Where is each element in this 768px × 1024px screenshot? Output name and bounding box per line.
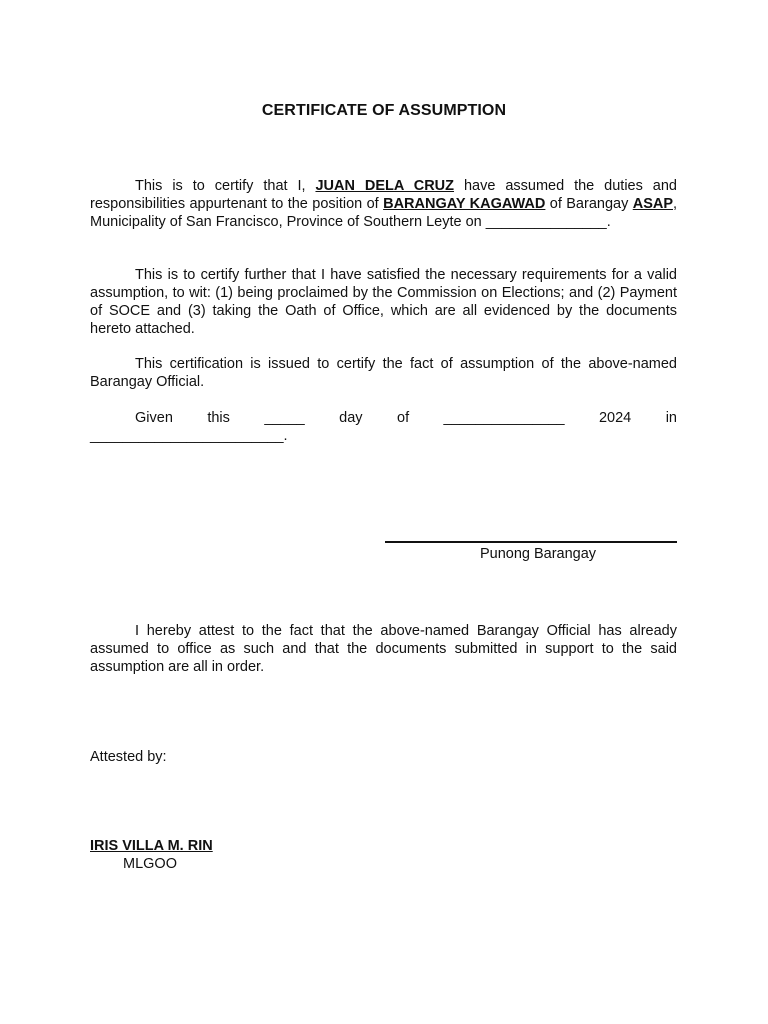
paragraph-issuance (90, 355, 677, 391)
document-title: CERTIFICATE OF ASSUMPTION (261, 102, 507, 119)
assumer-name: JUAN DELA CRUZ (315, 178, 455, 194)
attesting-official-title: MLGOO (123, 856, 177, 872)
paragraph-attestation (90, 622, 677, 676)
given-word: Given (135, 410, 173, 426)
paragraph-certification (90, 177, 677, 231)
attested-by-label: Attested by: (90, 749, 167, 765)
intro-text: This is to certify that I, (135, 178, 306, 194)
given-clause (90, 409, 677, 445)
signatory-caption: Punong Barangay (479, 546, 597, 562)
month-blank: _______________ (443, 410, 565, 426)
attesting-official-name: IRIS VILLA M. RIN (90, 838, 213, 854)
duties-text: have assumed the duties and responsibilities appurtenant to the position of (90, 178, 677, 212)
attestation-text: I hereby attest to the fact that the above-named Barangay Official has already assumed to office as such and that the documents submitted in support to the said assumption are all in order. (90, 623, 677, 675)
municipality-text: , Municipality of San Francisco, Province of Southern Leyte on (90, 196, 678, 230)
place-blank: ________________________. (90, 428, 288, 444)
day-word: day (339, 410, 363, 426)
this-word: this (207, 410, 230, 426)
of-word: of (397, 410, 410, 426)
of-barangay-text: of Barangay (549, 196, 629, 212)
issuance-text: This certification is issued to certify the fact of assumption of the above-named Barangay Official. (90, 356, 677, 390)
in-word: in (665, 410, 677, 426)
barangay-name: ASAP (632, 196, 674, 212)
day-blank: _____ (264, 410, 305, 426)
year-value: 2024 (598, 410, 632, 426)
date-blank: _______________. (485, 214, 611, 230)
paragraph-requirements (90, 266, 677, 338)
position-name: BARANGAY KAGAWAD (383, 196, 546, 212)
signature-line (385, 541, 677, 543)
requirements-text: This is to certify further that I have satisfied the necessary requirements for a valid assumption, to wit: (1) being proclaimed by the Commission on Elections; and (2) Payment of SOCE and (3) taking the Oath of Office, which are all evidenced by the documents hereto attached. (90, 267, 677, 337)
given-line (90, 409, 677, 427)
